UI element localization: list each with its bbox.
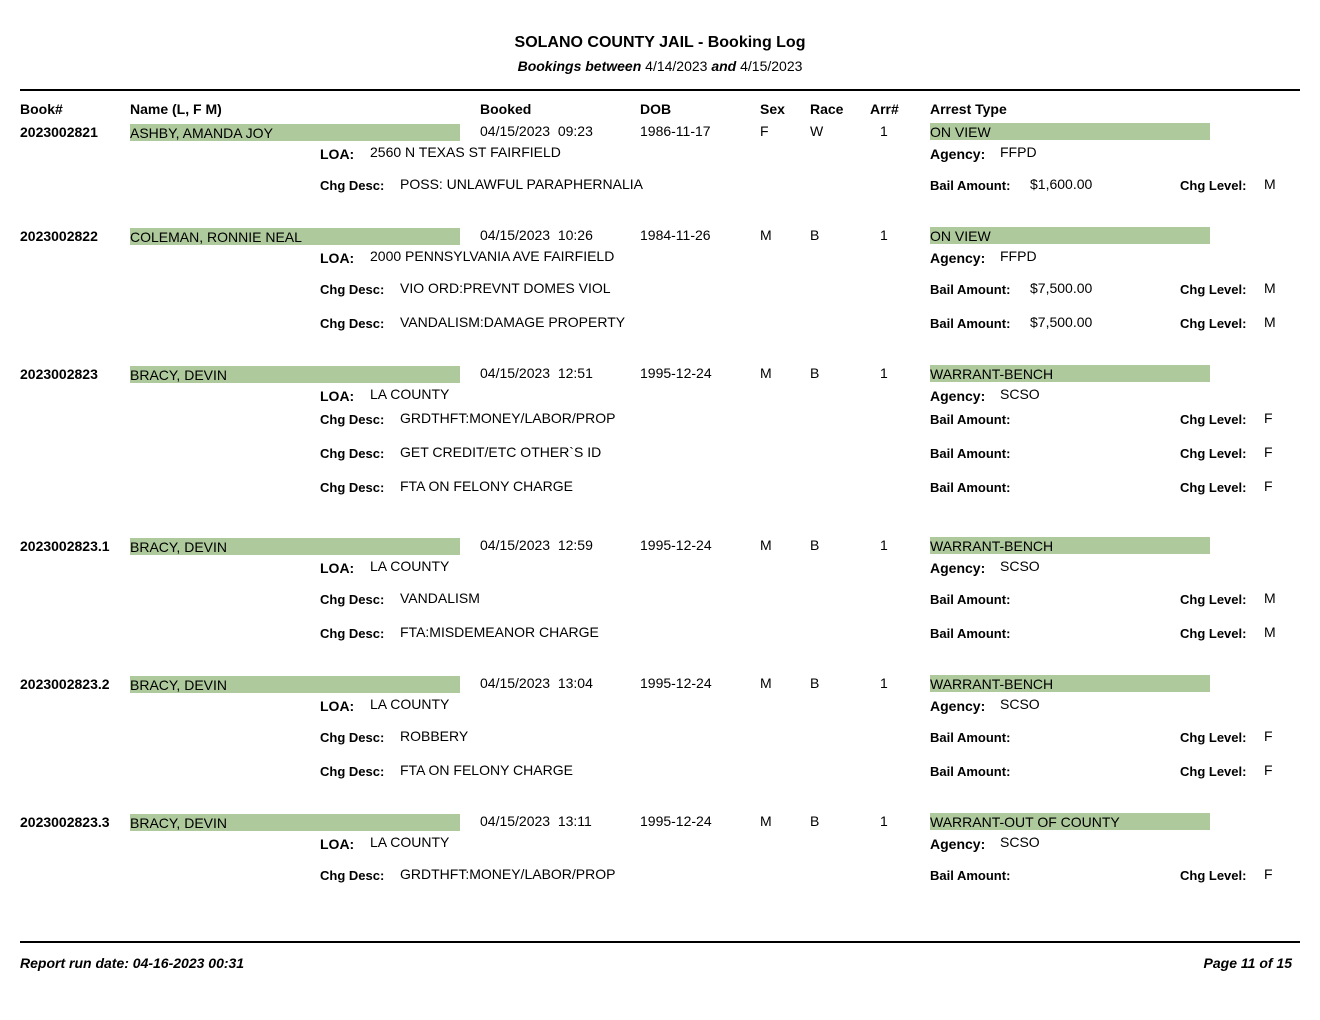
charge-level: F [1264, 866, 1273, 882]
agency-label: Agency: [930, 250, 986, 266]
report-title: SOLANO COUNTY JAIL - Booking Log [514, 34, 806, 51]
booking-number: 2023002823.3 [20, 814, 110, 830]
footer-rule [20, 941, 1300, 943]
loa-value: 2560 N TEXAS ST FAIRFIELD [370, 144, 561, 160]
date-of-birth: 1995-12-24 [640, 365, 712, 381]
booking-number: 2023002823.2 [20, 676, 110, 692]
inmate-name: ASHBY, AMANDA JOY [130, 125, 273, 141]
name-bar [130, 814, 460, 831]
charge-level-label: Chg Level: [1180, 178, 1247, 193]
agency-value: SCSO [1000, 696, 1040, 712]
loa-value: 2000 PENNSYLVANIA AVE FAIRFIELD [370, 248, 615, 264]
charge-desc-label: Chg Desc: [320, 730, 385, 745]
agency-value: SCSO [1000, 386, 1040, 402]
agency-label: Agency: [930, 146, 986, 162]
arrest-type-bar [930, 227, 1210, 244]
bail-amount: $1,600.00 [1030, 176, 1093, 192]
arrest-number: 1 [880, 227, 888, 243]
bail-amount-label: Bail Amount: [930, 446, 1011, 461]
agency-label: Agency: [930, 560, 986, 576]
sex-value: M [760, 675, 772, 691]
charge-level-label: Chg Level: [1180, 480, 1247, 495]
loa-value: LA COUNTY [370, 834, 450, 850]
sex-value: M [760, 227, 772, 243]
date-of-birth: 1995-12-24 [640, 675, 712, 691]
charge-desc-label: Chg Desc: [320, 178, 385, 193]
charge-level-label: Chg Level: [1180, 730, 1247, 745]
page-number: Page 11 of 15 [1203, 955, 1292, 971]
arrest-number: 1 [880, 675, 888, 691]
charge-desc-label: Chg Desc: [320, 764, 385, 779]
inmate-name: BRACY, DEVIN [130, 539, 227, 555]
booked-datetime: 04/15/2023 10:26 [480, 227, 593, 243]
booking-number: 2023002821 [20, 124, 98, 140]
agency-value: SCSO [1000, 558, 1040, 574]
charge-level-label: Chg Level: [1180, 412, 1247, 427]
date-of-birth: 1984-11-26 [640, 227, 711, 243]
charge-level: F [1264, 410, 1273, 426]
charge-level: F [1264, 762, 1273, 778]
arrest-type-bar [930, 123, 1210, 140]
charge-description: GET CREDIT/ETC OTHER`S ID [400, 444, 602, 460]
arrest-type-bar [930, 675, 1210, 692]
name-bar [130, 228, 460, 245]
charge-description: FTA:MISDEMEANOR CHARGE [400, 624, 599, 640]
charge-level-label: Chg Level: [1180, 446, 1247, 461]
booked-datetime: 04/15/2023 12:51 [480, 365, 593, 381]
loa-label: LOA: [320, 836, 355, 852]
sex-value: F [760, 123, 769, 139]
charge-desc-label: Chg Desc: [320, 282, 385, 297]
name-bar [130, 676, 460, 693]
arrest-type: ON VIEW [930, 228, 991, 244]
race-value: B [810, 675, 820, 691]
charge-desc-label: Chg Desc: [320, 626, 385, 641]
subtitle-and: and [711, 58, 737, 74]
booked-datetime: 04/15/2023 09:23 [480, 123, 593, 139]
bail-amount-label: Bail Amount: [930, 282, 1011, 297]
agency-value: SCSO [1000, 834, 1040, 850]
date-of-birth: 1995-12-24 [640, 537, 712, 553]
race-value: B [810, 365, 820, 381]
charge-description: POSS: UNLAWFUL PARAPHERNALIA [400, 176, 643, 192]
col-header-book: Book# [20, 101, 63, 117]
booked-datetime: 04/15/2023 12:59 [480, 537, 593, 553]
arrest-type-bar [930, 813, 1210, 830]
date-of-birth: 1986-11-17 [640, 123, 711, 139]
sex-value: M [760, 365, 772, 381]
report-run-date: Report run date: 04-16-2023 00:31 [20, 955, 245, 971]
inmate-name: BRACY, DEVIN [130, 367, 227, 383]
loa-value: LA COUNTY [370, 558, 450, 574]
charge-level: M [1264, 314, 1276, 330]
bail-amount-label: Bail Amount: [930, 178, 1011, 193]
loa-label: LOA: [320, 560, 355, 576]
loa-label: LOA: [320, 146, 355, 162]
race-value: B [810, 227, 820, 243]
race-value: B [810, 537, 820, 553]
sex-value: M [760, 813, 772, 829]
col-header-name: Name (L, F M) [130, 101, 222, 117]
inmate-name: BRACY, DEVIN [130, 815, 227, 831]
col-header-race: Race [810, 101, 844, 117]
loa-value: LA COUNTY [370, 386, 450, 402]
arrest-type: WARRANT-BENCH [930, 676, 1054, 692]
charge-level: M [1264, 624, 1276, 640]
loa-label: LOA: [320, 250, 355, 266]
start-date: 4/14/2023 [645, 58, 708, 74]
end-date: 4/15/2023 [740, 58, 803, 74]
inmate-name: COLEMAN, RONNIE NEAL [130, 229, 302, 245]
booking-number: 2023002822 [20, 228, 98, 244]
arrest-type: WARRANT-BENCH [930, 538, 1054, 554]
date-of-birth: 1995-12-24 [640, 813, 712, 829]
charge-description: FTA ON FELONY CHARGE [400, 478, 573, 494]
charge-level: M [1264, 176, 1276, 192]
charge-level-label: Chg Level: [1180, 764, 1247, 779]
charge-level: F [1264, 444, 1273, 460]
charge-level: M [1264, 590, 1276, 606]
booked-datetime: 04/15/2023 13:11 [480, 813, 592, 829]
sex-value: M [760, 537, 772, 553]
name-bar [130, 538, 460, 555]
charge-level-label: Chg Level: [1180, 282, 1247, 297]
charge-desc-label: Chg Desc: [320, 480, 385, 495]
arrest-number: 1 [880, 365, 888, 381]
charge-description: VANDALISM:DAMAGE PROPERTY [400, 314, 626, 330]
report-subtitle [0, 58, 1320, 74]
col-header-dob: DOB [640, 101, 672, 117]
loa-label: LOA: [320, 388, 355, 404]
booked-datetime: 04/15/2023 13:04 [480, 675, 593, 691]
charge-desc-label: Chg Desc: [320, 316, 385, 331]
bail-amount-label: Bail Amount: [930, 592, 1011, 607]
bail-amount: $7,500.00 [1030, 280, 1093, 296]
bail-amount-label: Bail Amount: [930, 730, 1011, 745]
bail-amount-label: Bail Amount: [930, 480, 1011, 495]
col-header-sex: Sex [760, 101, 785, 117]
bail-amount-label: Bail Amount: [930, 868, 1011, 883]
agency-label: Agency: [930, 698, 986, 714]
arrest-number: 1 [880, 123, 888, 139]
col-header-booked: Booked [480, 101, 532, 117]
arrest-number: 1 [880, 537, 888, 553]
header-rule [20, 89, 1300, 91]
bail-amount: $7,500.00 [1030, 314, 1093, 330]
charge-desc-label: Chg Desc: [320, 592, 385, 607]
loa-value: LA COUNTY [370, 696, 450, 712]
race-value: W [810, 123, 824, 139]
arrest-type-bar [930, 365, 1210, 382]
arrest-type: ON VIEW [930, 124, 991, 140]
bail-amount-label: Bail Amount: [930, 764, 1011, 779]
name-bar [130, 366, 460, 383]
charge-desc-label: Chg Desc: [320, 412, 385, 427]
agency-label: Agency: [930, 836, 986, 852]
charge-level: M [1264, 280, 1276, 296]
col-header-arrest-type: Arrest Type [930, 101, 1007, 117]
agency-value: FFPD [1000, 144, 1037, 160]
charge-level: F [1264, 728, 1273, 744]
charge-description: ROBBERY [400, 728, 469, 744]
charge-description: FTA ON FELONY CHARGE [400, 762, 573, 778]
col-header-arr: Arr# [870, 101, 899, 117]
arrest-type-bar [930, 537, 1210, 554]
agency-value: FFPD [1000, 248, 1037, 264]
bail-amount-label: Bail Amount: [930, 316, 1011, 331]
charge-description: VANDALISM [400, 590, 480, 606]
inmate-name: BRACY, DEVIN [130, 677, 227, 693]
arrest-number: 1 [880, 813, 888, 829]
bail-amount-label: Bail Amount: [930, 626, 1011, 641]
booking-number: 2023002823 [20, 366, 98, 382]
charge-level-label: Chg Level: [1180, 626, 1247, 641]
bail-amount-label: Bail Amount: [930, 412, 1011, 427]
arrest-type: WARRANT-OUT OF COUNTY [930, 814, 1120, 830]
booking-number: 2023002823.1 [20, 538, 110, 554]
charge-description: GRDTHFT:MONEY/LABOR/PROP [400, 866, 616, 882]
charge-description: GRDTHFT:MONEY/LABOR/PROP [400, 410, 616, 426]
charge-level: F [1264, 478, 1273, 494]
race-value: B [810, 813, 820, 829]
subtitle-prefix: Bookings between [517, 58, 642, 74]
charge-desc-label: Chg Desc: [320, 446, 385, 461]
charge-level-label: Chg Level: [1180, 592, 1247, 607]
charge-desc-label: Chg Desc: [320, 868, 385, 883]
agency-label: Agency: [930, 388, 986, 404]
charge-description: VIO ORD:PREVNT DOMES VIOL [400, 280, 611, 296]
charge-level-label: Chg Level: [1180, 316, 1247, 331]
charge-level-label: Chg Level: [1180, 868, 1247, 883]
loa-label: LOA: [320, 698, 355, 714]
arrest-type: WARRANT-BENCH [930, 366, 1054, 382]
name-bar [130, 124, 460, 141]
